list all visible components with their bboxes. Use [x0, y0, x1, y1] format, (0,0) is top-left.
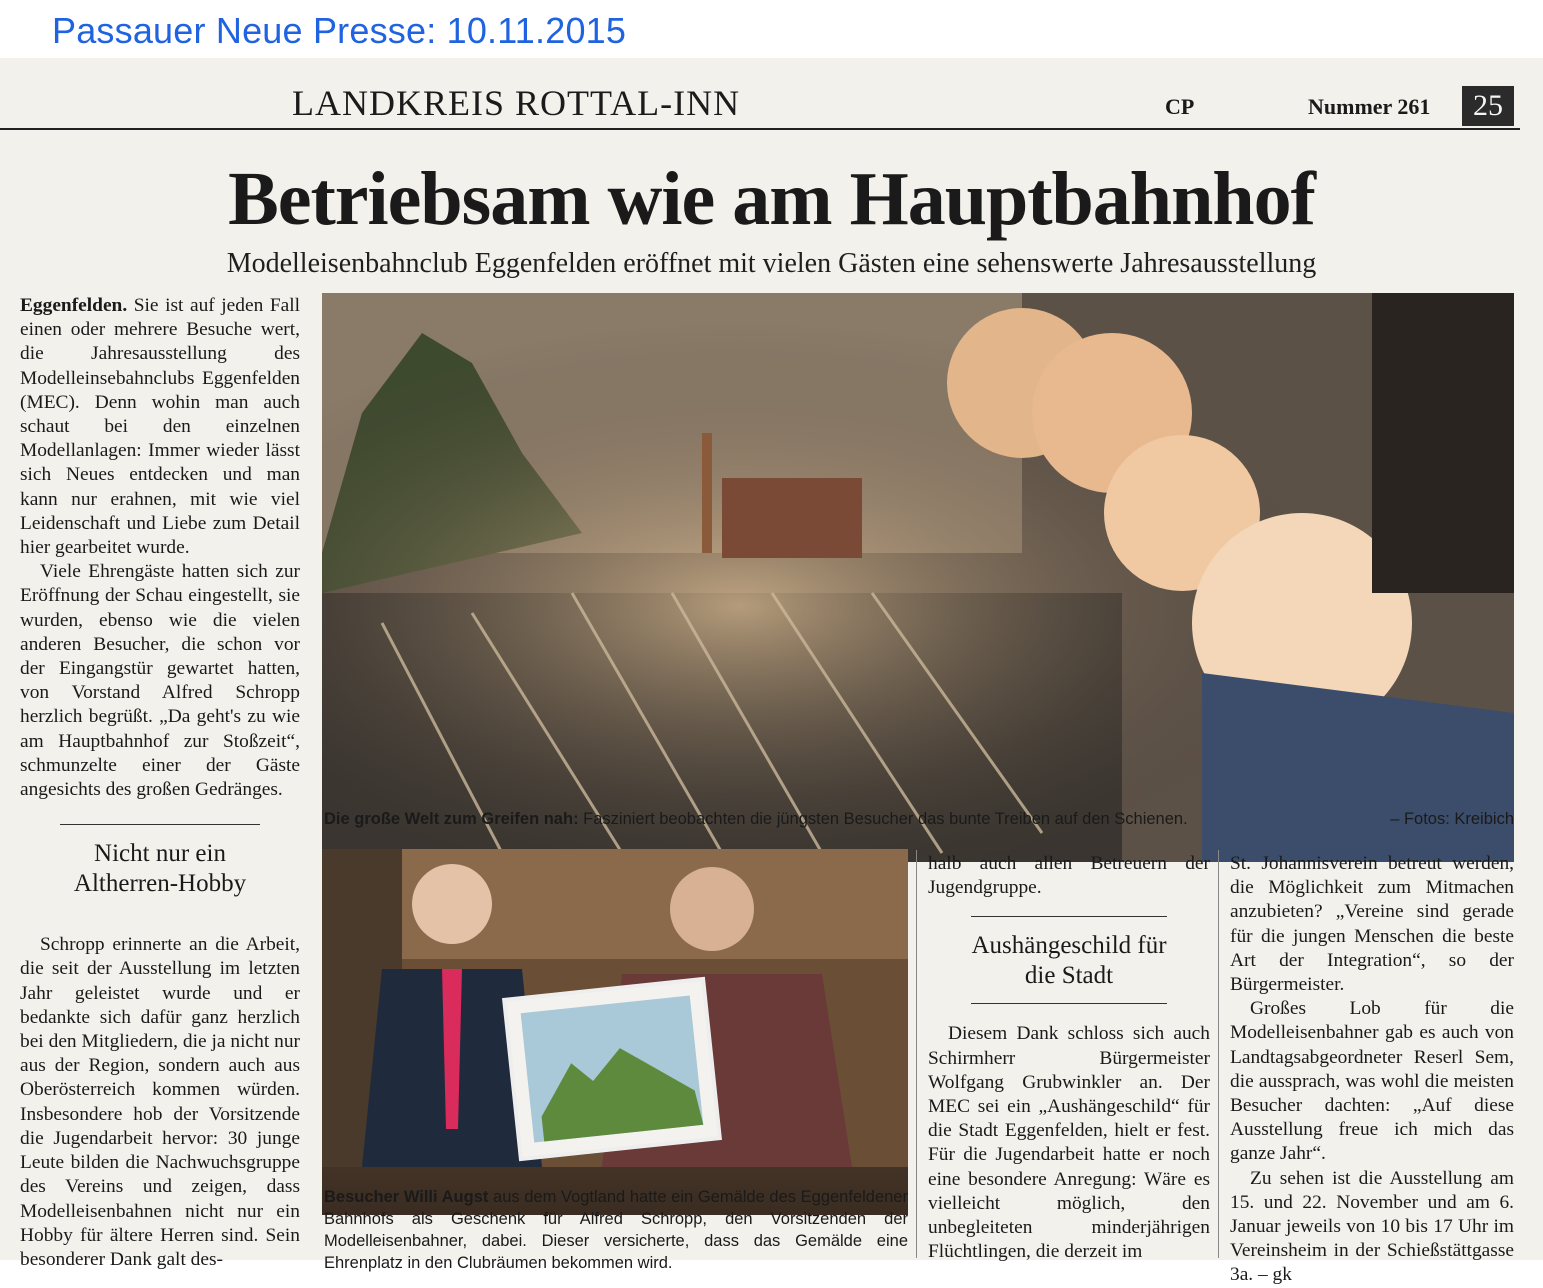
paragraph-text: Zu sehen ist die Ausstellung am 15. und 22. November und am 6. Januar jeweils von 10 bis 17 Uhr im Vereinsheim in der Schießstättgasse 3a. — [1230, 1167, 1514, 1286]
column-separator — [1218, 850, 1219, 1258]
caption-text: Fasziniert beobachten die jüngsten Besucher das bunte Treiben auf den Schienen. — [583, 810, 1188, 828]
paragraph-text: Sie ist auf jeden Fall einen oder mehrere Besuche wert, die Jahresausstellung des Modelleinsebahnclubs Eggenfelden (MEC). Denn wohin man auch schaut bei den einzelnen Modellanlagen: Immer wieder lässt sich Neues entdecken und man kann nur erahnen, mit wie viel Leidenschaft und Liebe zum Detail hier gearbeitet wurde. — [20, 295, 300, 559]
paragraph: halb auch allen Betreuern der Jugendgruppe. — [928, 853, 1210, 899]
newspaper-page — [0, 58, 1543, 1286]
caption-text: aus dem Vogtland hatte ein Gemälde des Eggenfeldener Bahnhofs als Geschenk für Alfred Schropp, den Vorsitzenden der Modelleisenbahner, dabei. Dieser versicherte, dass das Gemälde eine Ehrenplatz in den Clubräumen bekommen wird. — [324, 1188, 908, 1272]
club-members-photo — [322, 849, 908, 1167]
subhead: Nicht nur ein Altherren-Hobby — [73, 840, 247, 898]
edition-code: CP — [1165, 94, 1195, 119]
subheadline: Modelleisenbahnclub Eggenfelden eröffnet mit vielen Gästen eine sehenswerte Jahresausstellung — [226, 248, 1317, 279]
page-number: 25 — [1462, 86, 1514, 126]
paragraph — [20, 294, 300, 560]
paragraph: Viele Ehrengäste hatten sich zur Eröffnung der Schau eingestellt, sie wurden, ebenso wie die vielen anderen Besucher, die schon vor der Eingangstür gewartet hatten, von Vorstand Alfred Schropp herzlich begrüßt. „Da geht's zu wie am Hauptbahnhof zur Stoßzeit“, schmunzelte einer der Gäste angesichts des großen Gedränges. — [20, 561, 300, 801]
caption-lead: Besucher Willi Augst — [324, 1188, 489, 1206]
caption-lead: Die große Welt zum Greifen nah: — [324, 810, 579, 828]
issue-number: Nummer 261 — [1308, 94, 1431, 119]
author-signature: – gk — [1258, 1264, 1292, 1286]
headline: Betriebsam wie am Hauptbahnhof — [228, 157, 1315, 241]
secondary-photo-caption — [324, 1186, 908, 1274]
paragraph: Großes Lob für die Modelleisenbahner gab es auch von Landtagsabgeordneter Reserl Sem, die aussprach, was wohl die meisten Besucher dachten: „Auf diese Ausstellung freue ich mich das ganze Jahr“. — [1230, 998, 1514, 1165]
model-railway-photo — [322, 293, 1514, 862]
subhead: Aushängeschild für die Stadt — [971, 932, 1167, 990]
dateline: Eggenfelden. — [20, 295, 128, 316]
paragraph: St. Johannisverein betreut werden, die Möglichkeit zum Mitmachen anzubieten? „Vereine sind gerade für die jungen Menschen die beste Art der Integration“, so der Bürgermeister. — [1230, 853, 1514, 996]
source-line: Passauer Neue Presse: 10.11.2015 — [52, 10, 627, 51]
column-separator — [916, 850, 917, 1258]
main-photo-caption — [324, 808, 1514, 830]
paragraph — [1230, 1167, 1514, 1288]
paragraph: Schropp erinnerte an die Arbeit, die seit der Ausstellung im letzten Jahr geleistet wurde und er bedankte sich dafür ganz herzlich bei den Mitgliedern, die ja nicht nur aus der Region, sondern auch aus Oberösterreich kommen würden. Insbesondere hob der Vorsitzende die Jugendarbeit hervor: 30 junge Leute bilden die Nachwuchsgruppe des Vereins und zeigen, dass Modelleisenbahnen nicht nur ein Hobby für ältere Herren sind. Sein besonderer Dank galt des- — [20, 934, 300, 1270]
section-name: LANDKREIS ROTTAL-INN — [292, 83, 741, 123]
article-column-1 — [20, 294, 300, 1272]
paragraph: Diesem Dank schloss sich auch Schirmherr Bürgermeister Wolfgang Grubwinkler an. Der MEC sei ein „Aushängeschild“ für die Stadt Eggenfelden, hielt er fest. Für die Jugendarbeit hatte er noch eine besondere Anregung: Wäre es vielleicht möglich, den unbegleiteten minderjährigen Flüchtlingen, die derzeit im — [928, 1023, 1210, 1263]
secondary-photo — [322, 849, 908, 1215]
photo-credit: – Fotos: Kreibich — [1390, 810, 1514, 828]
article-column-3 — [928, 852, 1210, 1264]
article-column-4 — [1230, 852, 1514, 1288]
main-photo — [322, 293, 1514, 862]
page-header — [0, 80, 1520, 130]
